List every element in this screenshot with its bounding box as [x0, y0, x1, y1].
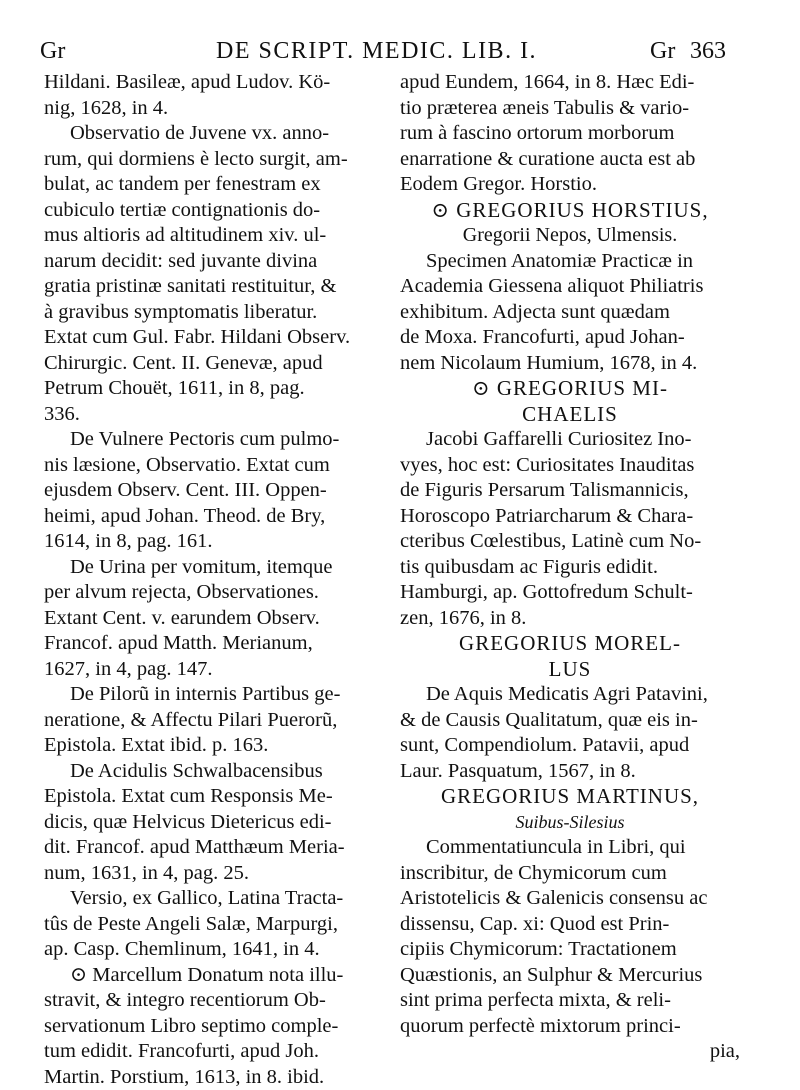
text-line: tio præterea æneis Tabulis & vario-	[400, 96, 740, 122]
text-line: heimi, apud Johan. Theod. de Bry,	[44, 504, 384, 530]
text-line: de Figuris Persarum Talismannicis,	[400, 478, 740, 504]
text-line: ap. Casp. Chemlinum, 1641, in 4.	[44, 937, 384, 963]
text-line: 1614, in 8, pag. 161.	[44, 529, 384, 555]
text-line: Specimen Anatomiæ Practicæ in	[400, 249, 740, 275]
text-line: mus altioris ad altitudinem xiv. ul-	[44, 223, 384, 249]
text-line: Eodem Gregor. Horstio.	[400, 172, 740, 198]
text-line: tis quibusdam ac Figuris edidit.	[400, 555, 740, 581]
text-line: De Vulnere Pectoris cum pulmo-	[44, 427, 384, 453]
text-line: Academia Giessena aliquot Philiatris	[400, 274, 740, 300]
text-line: bulat, ac tandem per fenestram ex	[44, 172, 384, 198]
text-line: 336.	[44, 402, 384, 428]
text-line: sunt, Compendiolum. Patavii, apud	[400, 733, 740, 759]
text-line: Laur. Pasquatum, 1567, in 8.	[400, 759, 740, 785]
text-line: Epistola. Extat ibid. p. 163.	[44, 733, 384, 759]
entry-heading-line: Gregorii Nepos, Ulmensis.	[400, 223, 740, 249]
entry-heading-line: CHAELIS	[400, 402, 740, 428]
text-line: cipiis Chymicorum: Tractationem	[400, 937, 740, 963]
entry-heading-line: ⊙ GREGORIUS HORSTIUS,	[400, 198, 740, 224]
text-line: Extat cum Gul. Fabr. Hildani Observ.	[44, 325, 384, 351]
text-line: gratia pristinæ sanitati restituitur, &	[44, 274, 384, 300]
text-line: nem Nicolaum Humium, 1678, in 4.	[400, 351, 740, 377]
text-line: dit. Francof. apud Matthæum Meria-	[44, 835, 384, 861]
text-line: pia,	[400, 1039, 740, 1065]
running-head-right-letters: Gr	[650, 36, 675, 66]
running-head-title: DE SCRIPT. MEDIC. LIB. I.	[216, 36, 537, 66]
running-head-left-letters: Gr	[40, 36, 65, 66]
text-line: Jacobi Gaffarelli Curiositez Ino-	[400, 427, 740, 453]
running-head	[40, 36, 760, 66]
entry-heading-line: GREGORIUS MOREL-	[400, 631, 740, 657]
text-line: De Pilorũ in internis Partibus ge-	[44, 682, 384, 708]
text-line: per alvum rejecta, Observationes.	[44, 580, 384, 606]
text-line: rum, qui dormiens è lecto surgit, am-	[44, 147, 384, 173]
text-line: dicis, quæ Helvicus Dietericus edi-	[44, 810, 384, 836]
text-line: stravit, & integro recentiorum Ob-	[44, 988, 384, 1014]
text-line: Francof. apud Matth. Merianum,	[44, 631, 384, 657]
text-line: Quæstionis, an Sulphur & Mercurius	[400, 963, 740, 989]
text-line: sint prima perfecta mixta, & reli-	[400, 988, 740, 1014]
text-line: Aristotelicis & Galenicis consensu ac	[400, 886, 740, 912]
text-line: vyes, hoc est: Curiositates Inauditas	[400, 453, 740, 479]
text-line: Observatio de Juvene vx. anno-	[44, 121, 384, 147]
text-line: De Acidulis Schwalbacensibus	[44, 759, 384, 785]
text-line: neratione, & Affectu Pilari Puerorũ,	[44, 708, 384, 734]
text-line: tûs de Peste Angeli Salæ, Marpurgi,	[44, 912, 384, 938]
text-line: & de Causis Qualitatum, quæ eis in-	[400, 708, 740, 734]
page-number: 363	[690, 36, 726, 66]
text-line: num, 1631, in 4, pag. 25.	[44, 861, 384, 887]
text-line: cteribus Cœlestibus, Latinè cum No-	[400, 529, 740, 555]
text-line: exhibitum. Adjecta sunt quædam	[400, 300, 740, 326]
text-line: Versio, ex Gallico, Latina Tracta-	[44, 886, 384, 912]
right-column	[400, 70, 740, 1065]
text-line: à gravibus symptomatis liberatur.	[44, 300, 384, 326]
text-line: Chirurgic. Cent. II. Genevæ, apud	[44, 351, 384, 377]
text-line: Hildani. Basileæ, apud Ludov. Kö-	[44, 70, 384, 96]
text-line: inscribitur, de Chymicorum cum	[400, 861, 740, 887]
text-line: tum edidit. Francofurti, apud Joh.	[44, 1039, 384, 1065]
text-line: cubiculo tertiæ contignationis do-	[44, 198, 384, 224]
text-line: enarratione & curatione aucta est ab	[400, 147, 740, 173]
text-line: De Aquis Medicatis Agri Patavini,	[400, 682, 740, 708]
text-line: De Urina per vomitum, itemque	[44, 555, 384, 581]
text-line: Extant Cent. v. earundem Observ.	[44, 606, 384, 632]
left-column	[44, 70, 384, 1090]
entry-heading-line: GREGORIUS MARTINUS,	[400, 784, 740, 810]
text-line: narum decidit: sed juvante divina	[44, 249, 384, 275]
text-line: de Moxa. Francofurti, apud Johan-	[400, 325, 740, 351]
text-line: nig, 1628, in 4.	[44, 96, 384, 122]
text-line: Martin. Porstium, 1613, in 8. ibid.	[44, 1065, 384, 1090]
text-line: 1627, in 4, pag. 147.	[44, 657, 384, 683]
text-line: Hamburgi, ap. Gottofredum Schult-	[400, 580, 740, 606]
text-line: servationum Libro septimo comple-	[44, 1014, 384, 1040]
entry-heading-line: Suibus-Silesius	[400, 810, 740, 836]
entry-heading-line: LUS	[400, 657, 740, 683]
text-line: Horoscopo Patriarcharum & Chara-	[400, 504, 740, 530]
text-line: Epistola. Extat cum Responsis Me-	[44, 784, 384, 810]
text-line: apud Eundem, 1664, in 8. Hæc Edi-	[400, 70, 740, 96]
text-line: rum à fascino ortorum morborum	[400, 121, 740, 147]
text-line: Commentatiuncula in Libri, qui	[400, 835, 740, 861]
text-line: quorum perfectè mixtorum princi-	[400, 1014, 740, 1040]
text-line: ⊙ Marcellum Donatum nota illu-	[44, 963, 384, 989]
text-line: zen, 1676, in 8.	[400, 606, 740, 632]
text-line: nis læsione, Observatio. Extat cum	[44, 453, 384, 479]
entry-heading-line: ⊙ GREGORIUS MI-	[400, 376, 740, 402]
text-line: dissensu, Cap. xi: Quod est Prin-	[400, 912, 740, 938]
text-line: Petrum Chouët, 1611, in 8, pag.	[44, 376, 384, 402]
text-line: ejusdem Observ. Cent. III. Oppen-	[44, 478, 384, 504]
